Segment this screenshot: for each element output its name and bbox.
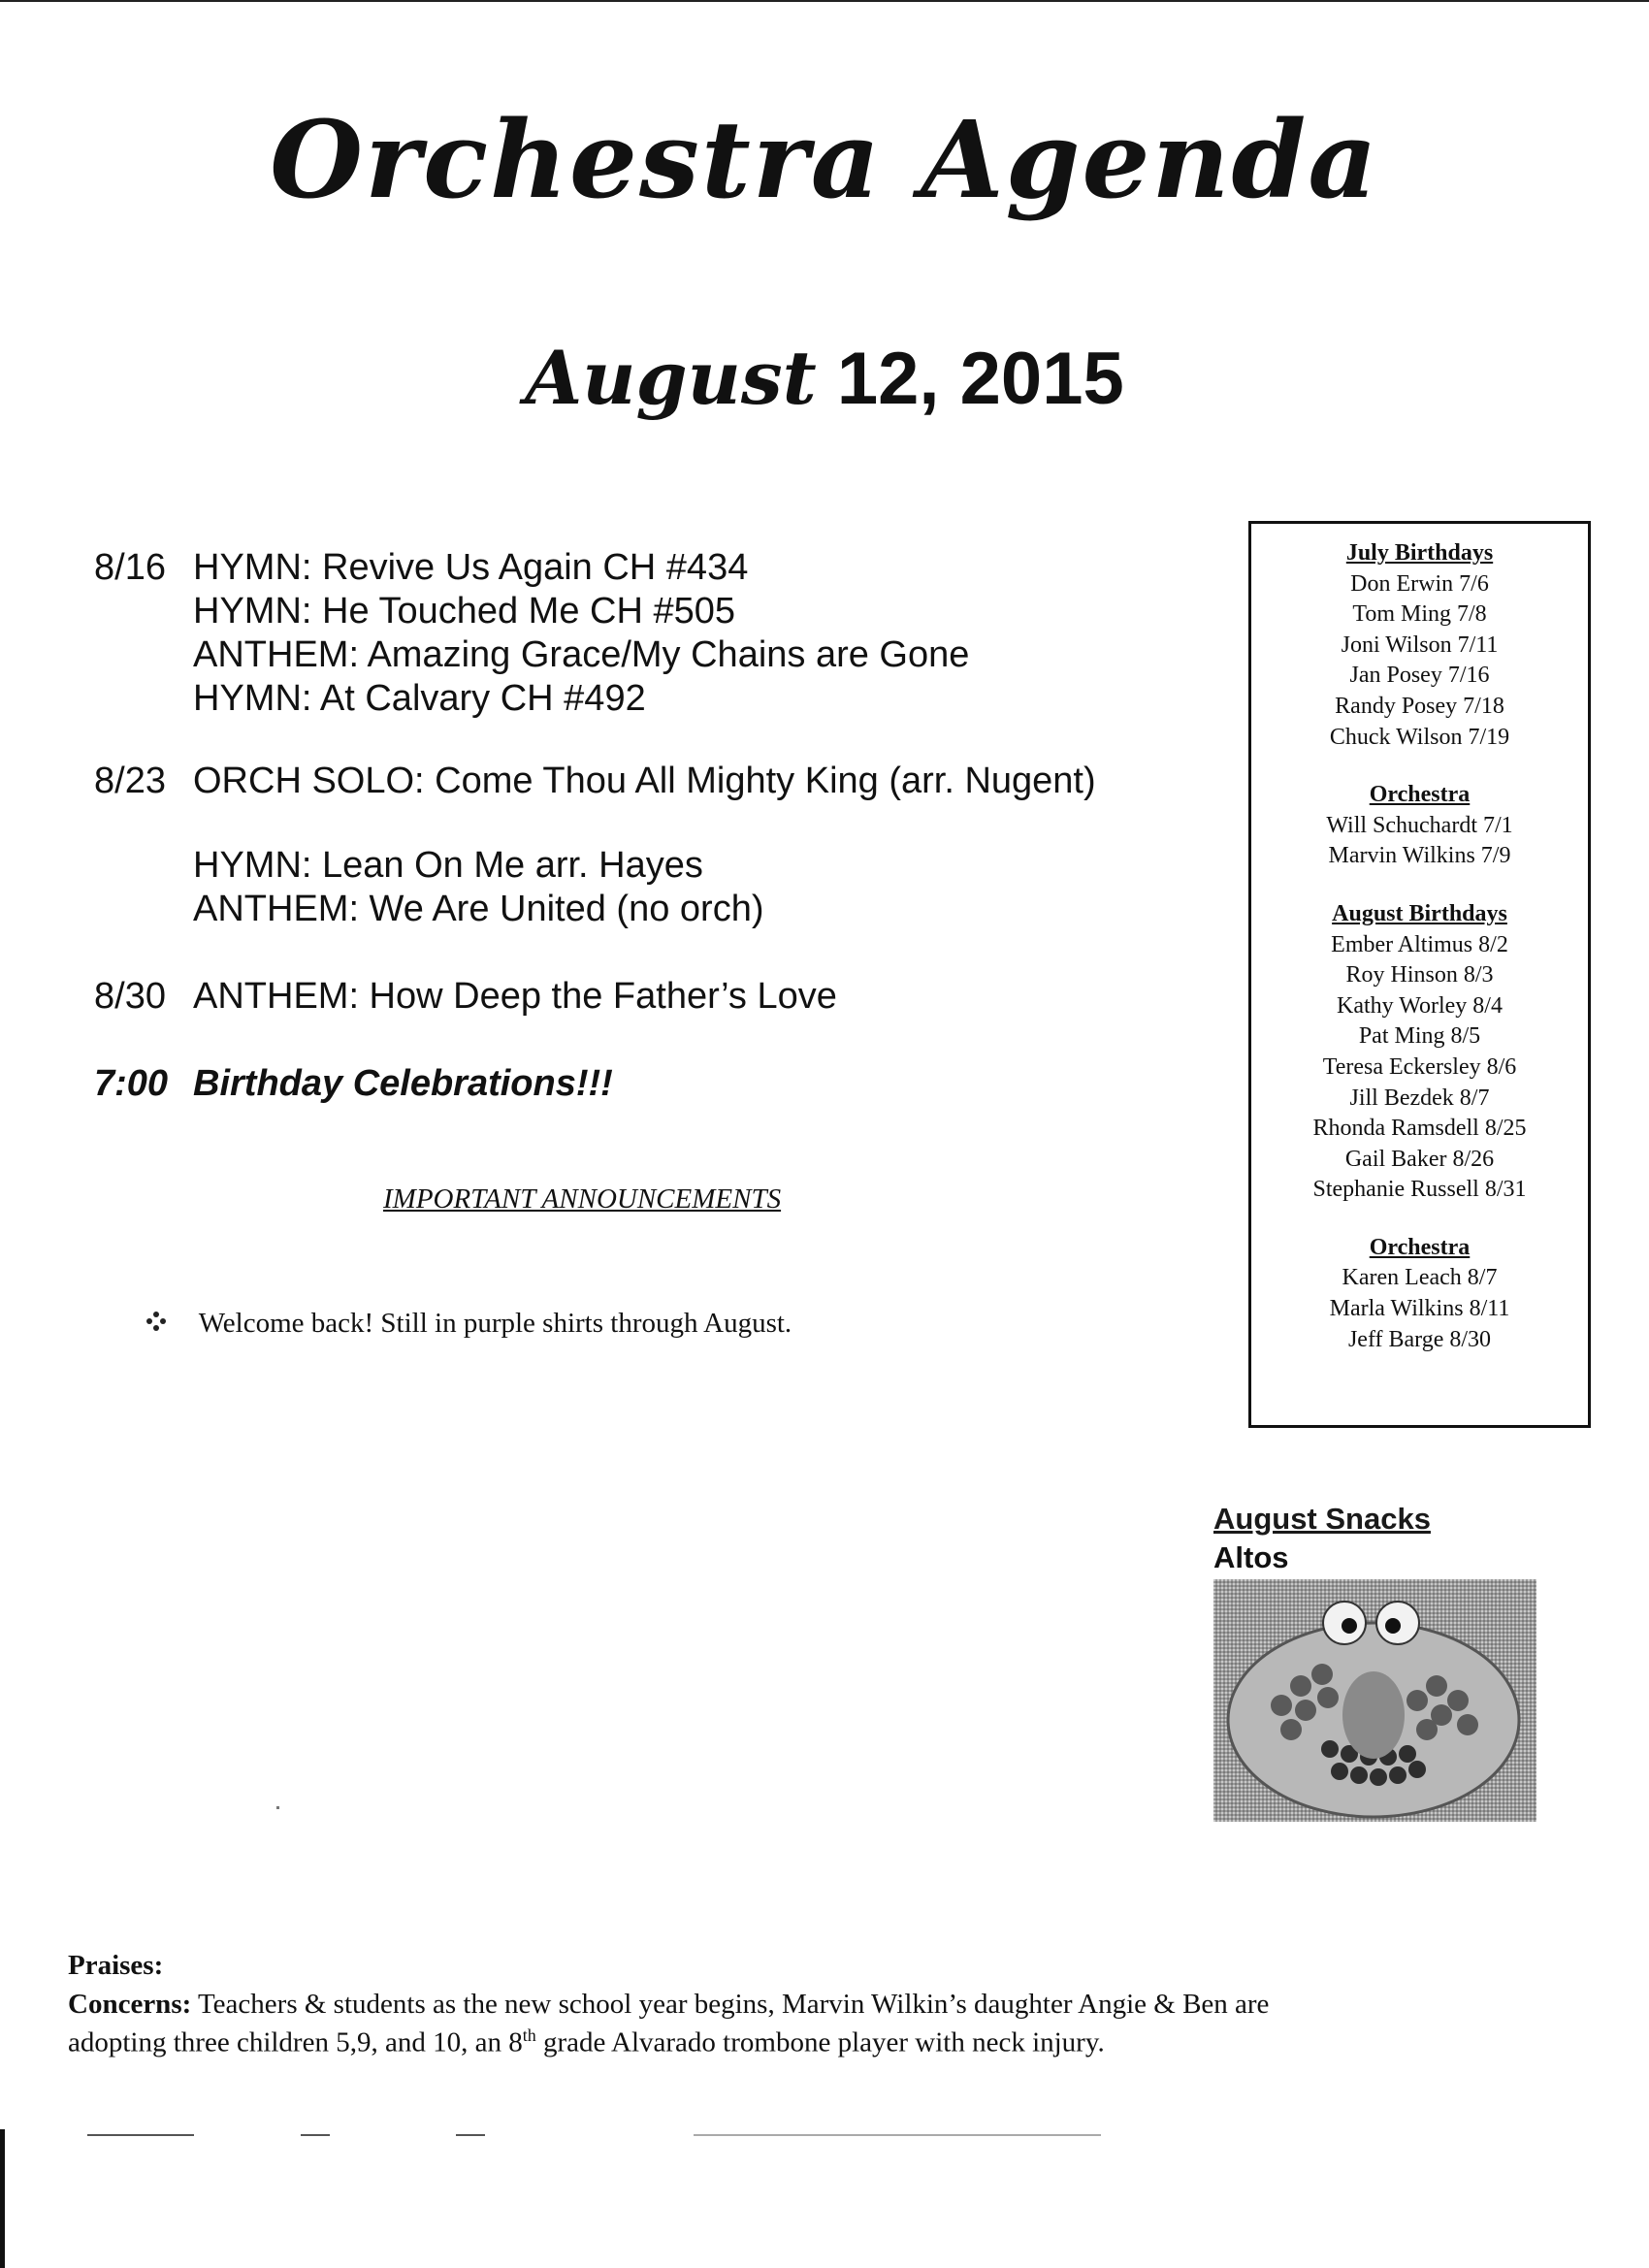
agenda-item-text: HYMN: Revive Us Again CH #434 xyxy=(193,547,749,588)
birthday-entry: Marla Wilkins 8/11 xyxy=(1329,1296,1510,1322)
birthday-entry: Kathy Worley 8/4 xyxy=(1337,992,1503,1019)
august-birthdays-heading: August Birthdays xyxy=(1332,900,1507,926)
birthday-entry: Jeff Barge 8/30 xyxy=(1347,1326,1492,1352)
birthday-entry: Chuck Wilson 7/19 xyxy=(1329,724,1510,750)
agenda-row xyxy=(94,633,1161,677)
birthday-entry: Stephanie Russell 8/31 xyxy=(1312,1177,1527,1203)
birthday-entry: Tom Ming 7/8 xyxy=(1352,601,1487,628)
agenda-date-label: 8/23 xyxy=(94,761,166,801)
snack-photo xyxy=(1213,1579,1536,1822)
concerns-text: grade Alvarado trombone player with neck injury. xyxy=(535,2026,1105,2058)
birthday-entry: Joni Wilson 7/11 xyxy=(1341,632,1499,658)
birthday-entry: Pat Ming 8/5 xyxy=(1358,1023,1481,1050)
scan-speck xyxy=(276,1806,279,1809)
agenda-row xyxy=(94,590,1161,633)
concerns-text: adopting three children 5,9, and 10, an 8 xyxy=(68,2026,523,2058)
date-day-year: 12, 2015 xyxy=(836,338,1124,420)
footer-dash xyxy=(301,2134,330,2136)
agenda-item-text: ORCH SOLO: Come Thou All Mighty King (arr. Nugent) xyxy=(193,761,1096,801)
concerns-label: Concerns: xyxy=(68,1989,192,2020)
agenda-row xyxy=(94,888,1161,931)
agenda-row xyxy=(94,975,1161,1019)
agenda-item-text: HYMN: He Touched Me CH #505 xyxy=(193,591,735,632)
announcements-heading: IMPORTANT ANNOUNCEMENTS xyxy=(383,1183,782,1215)
spacer xyxy=(1251,1206,1588,1233)
agenda-item-text: ANTHEM: We Are United (no orch) xyxy=(193,889,764,929)
announcement-item xyxy=(146,1308,792,1340)
agenda-date-label: 8/16 xyxy=(94,547,166,588)
scan-edge-mark xyxy=(0,2129,5,2268)
birthday-entry: Rhonda Ramsdell 8/25 xyxy=(1312,1116,1527,1142)
agenda-item-text: HYMN: At Calvary CH #492 xyxy=(193,678,646,719)
birthday-entry: Marvin Wilkins 7/9 xyxy=(1328,843,1511,869)
snacks-heading: August Snacks xyxy=(1213,1502,1431,1536)
snacks-group: Altos xyxy=(1213,1540,1289,1574)
footer-dash xyxy=(456,2134,485,2136)
announcement-text: Welcome back! Still in purple shirts through August. xyxy=(198,1308,792,1339)
july-orchestra-heading: Orchestra xyxy=(1369,782,1471,808)
agenda-time-label: 7:00 xyxy=(94,1063,169,1104)
agenda-row xyxy=(94,760,1161,803)
birthdays-box xyxy=(1248,521,1591,1428)
birthday-entry: Jill Bezdek 8/7 xyxy=(1349,1085,1490,1111)
august-orchestra-heading: Orchestra xyxy=(1369,1234,1471,1260)
praises-line xyxy=(68,1950,163,1982)
ordinal-suffix: th xyxy=(522,2025,536,2045)
agenda-item-text: Birthday Celebrations!!! xyxy=(193,1063,613,1104)
spacer xyxy=(1251,872,1588,899)
birthday-entry: Karen Leach 8/7 xyxy=(1342,1265,1498,1291)
agenda-row xyxy=(94,546,1161,590)
agenda-row-celebration xyxy=(94,1062,1161,1106)
diamond-bullet-icon xyxy=(146,1308,192,1340)
concerns-line-2 xyxy=(68,2025,1105,2059)
birthday-entry: Teresa Eckersley 8/6 xyxy=(1322,1053,1517,1080)
agenda-item-text: ANTHEM: How Deep the Father’s Love xyxy=(193,976,837,1017)
top-border-rule xyxy=(0,0,1649,2)
agenda-row xyxy=(94,677,1161,721)
birthday-entry: Ember Altimus 8/2 xyxy=(1331,931,1508,957)
concerns-text: Teachers & students as the new school year begins, Marvin Wilkin’s daughter Angie & Ben are xyxy=(191,1989,1270,2020)
agenda-date-label: 8/30 xyxy=(94,976,166,1017)
birthday-entry: Randy Posey 7/18 xyxy=(1335,693,1504,719)
july-birthdays-heading: July Birthdays xyxy=(1345,540,1494,566)
birthday-entry: Will Schuchardt 7/1 xyxy=(1326,812,1513,838)
footer-dash xyxy=(87,2134,194,2136)
birthday-entry: Don Erwin 7/6 xyxy=(1350,570,1489,597)
spacer xyxy=(1251,753,1588,780)
birthday-entry: Roy Hinson 8/3 xyxy=(1345,962,1494,988)
concerns-line-1 xyxy=(68,1989,1269,2021)
praises-label: Praises: xyxy=(68,1950,164,1981)
birthday-entry: Jan Posey 7/16 xyxy=(1349,663,1490,689)
agenda-date xyxy=(0,335,1649,421)
date-month: August xyxy=(525,335,817,421)
birthday-entry: Gail Baker 8/26 xyxy=(1344,1146,1495,1172)
agenda-item-text: ANTHEM: Amazing Grace/My Chains are Gone xyxy=(193,634,970,675)
agenda-row xyxy=(94,844,1161,888)
agenda-item-text: HYMN: Lean On Me arr. Hayes xyxy=(193,845,703,886)
footer-dash xyxy=(694,2134,1101,2136)
page-title: Orchestra Agenda xyxy=(270,97,1379,222)
